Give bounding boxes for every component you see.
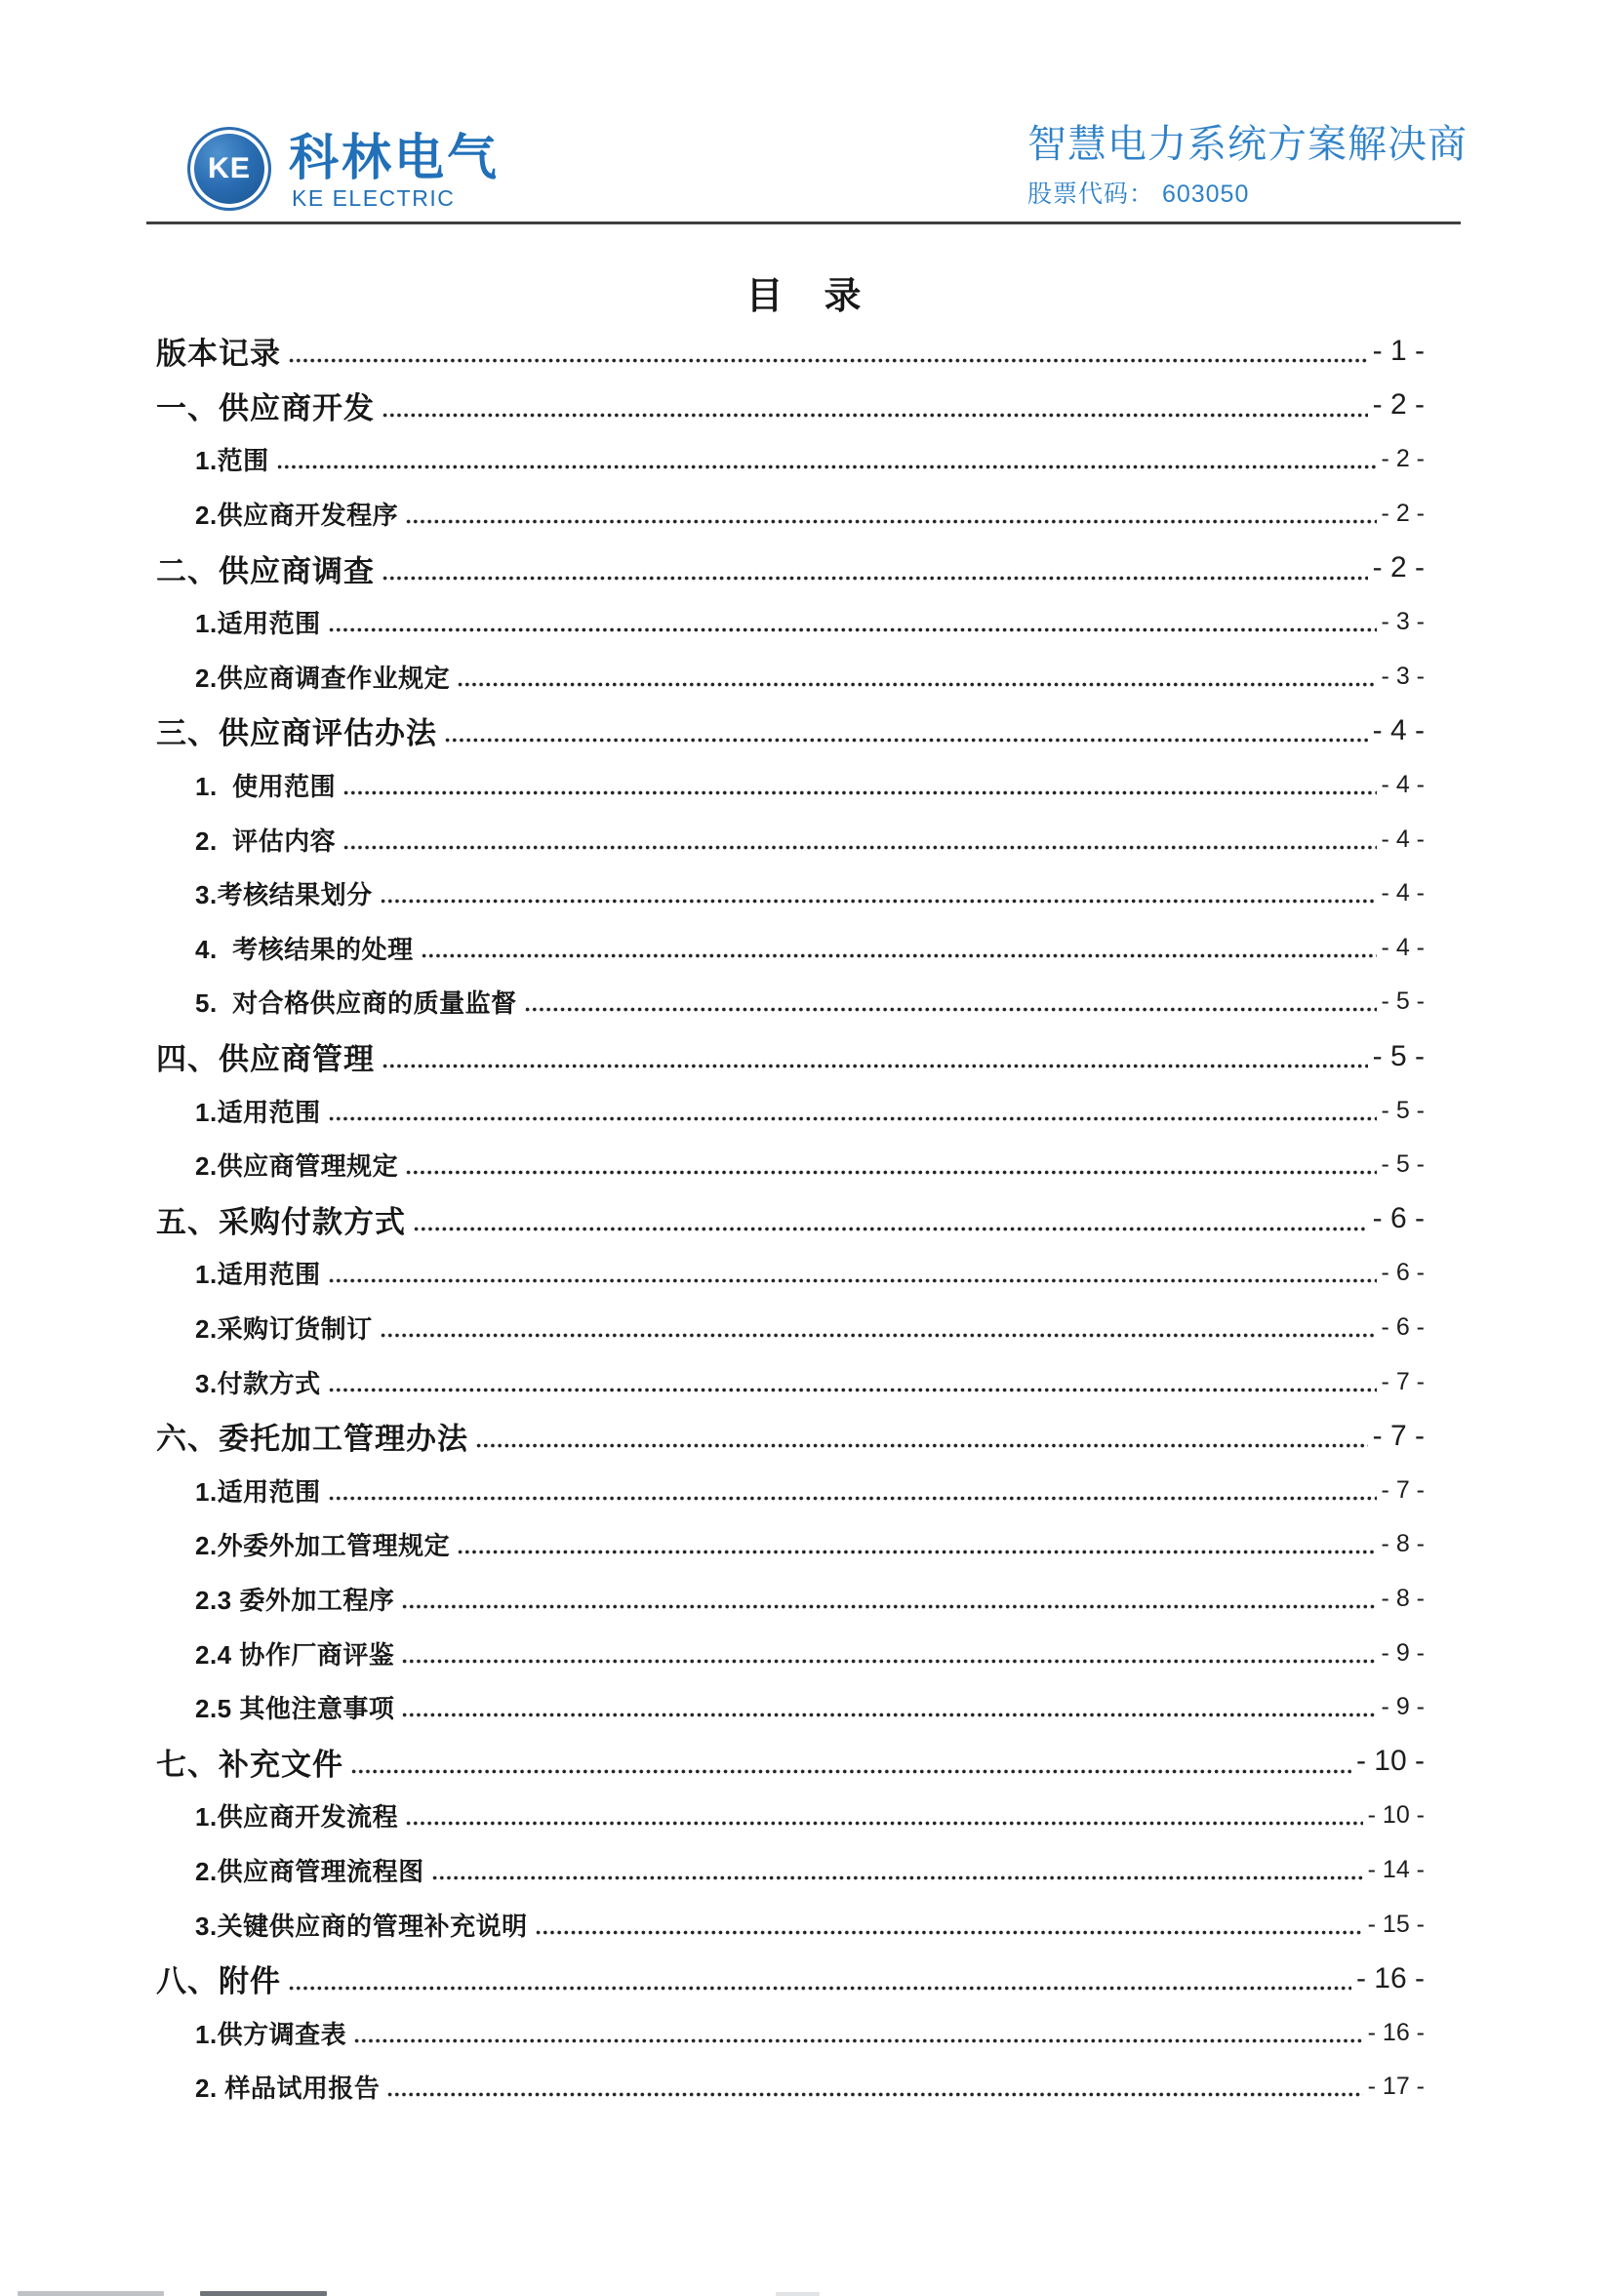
toc-entry-label: 4. 考核结果的处理 [195, 934, 414, 964]
toc-dot-leader [342, 790, 1376, 795]
toc-dot-leader [405, 1821, 1362, 1826]
toc-entry-18[interactable] [156, 1301, 1425, 1355]
toc-entry-page: - 17 - [1367, 2073, 1425, 2101]
toc-entry-1[interactable] [156, 379, 1425, 433]
toc-entry-label: 一、供应商开发 [156, 390, 375, 425]
toc-dot-leader [382, 1064, 1368, 1068]
toc-entry-12[interactable] [156, 975, 1425, 1029]
toc-entry-page: - 3 - [1381, 608, 1425, 636]
toc-entry-25[interactable] [156, 1680, 1425, 1735]
toc-entry-page: - 10 - [1355, 1745, 1425, 1778]
toc-entry-label: 1.范围 [195, 446, 269, 476]
toc-entry-page: - 5 - [1372, 1039, 1425, 1072]
toc-dot-leader [353, 2038, 1362, 2043]
toc-entry-label: 1.适用范围 [195, 1260, 321, 1290]
toc-entry-label: 版本记录 [156, 337, 281, 372]
toc-dot-leader [328, 1278, 1377, 1283]
toc-dot-leader [457, 1550, 1376, 1554]
toc-entry-page: - 14 - [1367, 1855, 1425, 1883]
toc-dot-leader [328, 1388, 1377, 1392]
toc-entry-page: - 2 - [1381, 500, 1425, 528]
toc-dot-leader [421, 953, 1377, 958]
toc-entry-30[interactable] [156, 1952, 1425, 2006]
toc-entry-page: - 8 - [1381, 1584, 1425, 1612]
toc-dot-leader [380, 899, 1377, 904]
toc-entry-label: 四、供应商管理 [156, 1042, 375, 1077]
toc-entry-page: - 6 - [1381, 1259, 1425, 1287]
toc-entry-label: 2. 样品试用报告 [195, 2074, 381, 2104]
toc-entry-page: - 2 - [1372, 551, 1425, 584]
scan-artifact [200, 2291, 327, 2296]
toc-entry-15[interactable] [156, 1138, 1425, 1192]
company-tagline: 智慧电力系统方案解决商 [1027, 123, 1468, 166]
toc-entry-label: 六、委托加工管理办法 [156, 1422, 468, 1457]
toc-entry-6[interactable] [156, 650, 1425, 705]
toc-entry-label: 1.供方调查表 [195, 2019, 347, 2049]
toc-dot-leader [475, 1443, 1368, 1448]
toc-entry-13[interactable] [156, 1029, 1425, 1084]
toc-dot-leader [405, 519, 1376, 524]
toc-entry-24[interactable] [156, 1626, 1425, 1680]
toc-entry-page: - 2 - [1381, 445, 1425, 473]
toc-entry-20[interactable] [156, 1409, 1425, 1464]
toc-entry-label: 五、采购付款方式 [156, 1204, 406, 1239]
ke-logo-icon [187, 127, 271, 211]
toc-entry-label: 三、供应商评估办法 [156, 716, 437, 751]
toc-entry-8[interactable] [156, 758, 1425, 813]
scan-artifact [776, 2292, 820, 2296]
toc-entry-label: 2.采购订货制订 [195, 1313, 373, 1344]
toc-entry-page: - 4 - [1381, 825, 1425, 853]
toc-entry-10[interactable] [156, 866, 1425, 921]
toc-entry-2[interactable] [156, 432, 1425, 487]
scan-artifact [18, 2291, 164, 2296]
brand-name-en: KE ELECTRIC [292, 185, 456, 211]
toc-entry-7[interactable] [156, 704, 1425, 758]
toc-dot-leader [328, 1116, 1377, 1121]
toc-entry-page: - 4 - [1372, 713, 1425, 746]
toc-entry-page: - 4 - [1381, 771, 1425, 799]
toc-entry-label: 八、附件 [156, 1964, 281, 1999]
toc-entry-label: 2.供应商调查作业规定 [195, 663, 451, 693]
toc-entry-page: - 5 - [1381, 1096, 1425, 1124]
toc-entry-page: - 6 - [1372, 1202, 1425, 1235]
toc-entry-page: - 6 - [1381, 1312, 1425, 1341]
toc-entry-label: 1.适用范围 [195, 1476, 321, 1507]
toc-entry-page: - 7 - [1381, 1475, 1425, 1504]
toc-dot-leader [386, 2092, 1362, 2097]
toc-entry-11[interactable] [156, 921, 1425, 976]
toc-entry-label: 2.供应商开发程序 [195, 501, 399, 531]
toc-entry-28[interactable] [156, 1843, 1425, 1898]
toc-entry-29[interactable] [156, 1897, 1425, 1952]
table-of-contents [156, 324, 1425, 2115]
toc-entry-page: - 5 - [1381, 987, 1425, 1016]
toc-dot-leader [401, 1604, 1376, 1609]
toc-dot-leader [444, 738, 1368, 743]
toc-entry-16[interactable] [156, 1192, 1425, 1247]
toc-entry-page: - 1 - [1372, 334, 1425, 367]
toc-entry-page: - 7 - [1381, 1367, 1425, 1395]
toc-entry-label: 2.3 委外加工程序 [195, 1585, 395, 1615]
toc-entry-label: 1. 使用范围 [195, 772, 337, 802]
toc-entry-label: 2.外委外加工管理规定 [195, 1531, 451, 1561]
toc-entry-label: 3.关键供应商的管理补充说明 [195, 1911, 528, 1941]
toc-dot-leader [401, 1659, 1376, 1664]
toc-entry-0[interactable] [156, 324, 1425, 379]
header-right [1027, 121, 1468, 210]
toc-entry-page: - 16 - [1355, 1961, 1425, 1994]
toc-entry-label: 2.5 其他注意事项 [195, 1694, 395, 1724]
toc-dot-leader [288, 1986, 1351, 1991]
toc-dot-leader [380, 1333, 1377, 1338]
toc-dot-leader [350, 1769, 1351, 1774]
toc-dot-leader [405, 1170, 1376, 1175]
toc-entry-14[interactable] [156, 1083, 1425, 1138]
toc-entry-19[interactable] [156, 1354, 1425, 1409]
toc-dot-leader [431, 1875, 1363, 1880]
toc-entry-32[interactable] [156, 2060, 1425, 2115]
page-title: 目 录 [745, 276, 864, 317]
toc-dot-leader [382, 413, 1368, 418]
toc-entry-label: 七、补充文件 [156, 1747, 343, 1782]
toc-dot-leader [328, 1496, 1377, 1501]
toc-entry-5[interactable] [156, 595, 1425, 650]
toc-entry-3[interactable] [156, 487, 1425, 542]
toc-entry-26[interactable] [156, 1734, 1425, 1789]
toc-entry-page: - 10 - [1367, 1801, 1425, 1830]
stock-code: 股票代码： 603050 [1027, 181, 1250, 208]
toc-dot-leader [524, 1007, 1377, 1012]
toc-dot-leader [328, 627, 1377, 632]
toc-entry-label: 二、供应商调查 [156, 553, 375, 588]
toc-dot-leader [276, 464, 1377, 469]
toc-entry-label: 3.付款方式 [195, 1368, 321, 1398]
toc-entry-page: - 2 - [1372, 388, 1425, 422]
toc-dot-leader [288, 358, 1368, 363]
toc-entry-23[interactable] [156, 1572, 1425, 1627]
toc-entry-page: - 4 - [1381, 879, 1425, 907]
toc-dot-leader [382, 576, 1368, 581]
toc-entry-label: 1.供应商开发流程 [195, 1802, 399, 1833]
toc-entry-page: - 3 - [1381, 662, 1425, 690]
toc-entry-page: - 9 - [1381, 1638, 1425, 1667]
toc-entry-page: - 16 - [1367, 2018, 1425, 2046]
toc-dot-leader [342, 845, 1376, 850]
toc-entry-page: - 5 - [1381, 1150, 1425, 1179]
toc-entry-label: 3.考核结果划分 [195, 880, 373, 910]
header-divider [146, 222, 1461, 224]
toc-entry-label: 2.供应商管理流程图 [195, 1856, 424, 1886]
toc-entry-label: 5. 对合格供应商的质量监督 [195, 988, 517, 1019]
toc-entry-label: 2.供应商管理规定 [195, 1151, 399, 1182]
toc-dot-leader [535, 1930, 1363, 1935]
toc-entry-page: - 4 - [1381, 933, 1425, 961]
toc-dot-leader [413, 1227, 1368, 1231]
toc-entry-label: 2. 评估内容 [195, 826, 337, 856]
ke-logo-text: KE [208, 152, 251, 184]
toc-entry-4[interactable] [156, 541, 1425, 595]
toc-entry-page: - 9 - [1381, 1693, 1425, 1721]
toc-entry-page: - 15 - [1367, 1910, 1425, 1938]
toc-entry-27[interactable] [156, 1789, 1425, 1843]
toc-entry-9[interactable] [156, 812, 1425, 866]
toc-entry-label: 2.4 协作厂商评鉴 [195, 1639, 395, 1670]
brand-name-cn: 科林电气 [289, 130, 501, 185]
toc-entry-21[interactable] [156, 1463, 1425, 1517]
toc-entry-31[interactable] [156, 2005, 1425, 2060]
toc-entry-label: 1.适用范围 [195, 609, 321, 639]
toc-entry-page: - 8 - [1381, 1530, 1425, 1558]
toc-entry-page: - 7 - [1372, 1419, 1425, 1452]
toc-entry-17[interactable] [156, 1246, 1425, 1301]
toc-entry-label: 1.适用范围 [195, 1097, 321, 1127]
toc-dot-leader [401, 1712, 1376, 1717]
toc-dot-leader [457, 682, 1376, 687]
toc-entry-22[interactable] [156, 1517, 1425, 1572]
